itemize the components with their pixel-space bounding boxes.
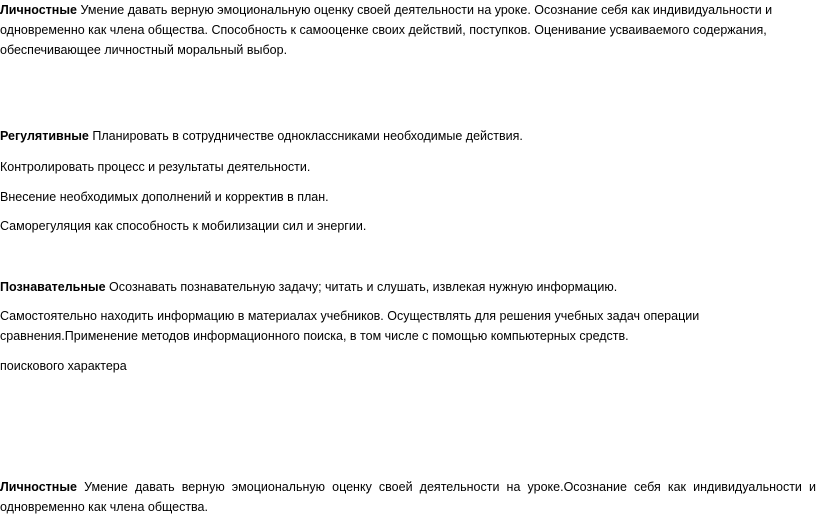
cognitive-line-2: Самостоятельно находить информацию в материалах учебников. Осуществлять для решения учебных задач операции сравнения.Применение методов информационного поиска, в том числе с помощью компьютерных средств. xyxy=(0,309,700,343)
section-label-personal-repeat: Личностные xyxy=(0,480,77,494)
section-label-personal: Личностные xyxy=(0,3,77,17)
regulatory-line-3: Внесение необходимых дополнений и корректив в план. xyxy=(0,190,329,204)
personal-section-paragraph xyxy=(0,0,816,60)
regulatory-line-1: Планировать в сотрудничестве одноклассниками необходимые действия. xyxy=(92,129,523,143)
personal-section-repeat-paragraph xyxy=(0,477,816,517)
section-label-cognitive: Познавательные xyxy=(0,280,106,294)
cognitive-line-1: Осознавать познавательную задачу; читать и слушать, извлекая нужную информацию. xyxy=(109,280,618,294)
regulatory-line-2: Контролировать процесс и результаты деятельности. xyxy=(0,160,311,174)
personal-section-text: Умение давать верную эмоциональную оценку своей деятельности на уроке. Осознание себя как индивидуальности и одновременно как члена общества. Способность к самооценке своих действий, поступков. Оценивание усваиваемого содержания, обеспечивающее личностный моральный выбор. xyxy=(0,3,773,57)
cognitive-line-3: поискового характера xyxy=(0,359,127,373)
cognitive-section-paragraph xyxy=(0,277,816,297)
personal-repeat-text: Умение давать верную эмоциональную оценку своей деятельности на уроке.Осознание себя как индивидуальности и одновременно как члена общества. xyxy=(0,480,816,514)
regulatory-line-4: Саморегуляция как способность к мобилизации сил и энергии. xyxy=(0,219,367,233)
regulatory-section-paragraph xyxy=(0,126,816,146)
section-label-regulatory: Регулятивные xyxy=(0,129,89,143)
